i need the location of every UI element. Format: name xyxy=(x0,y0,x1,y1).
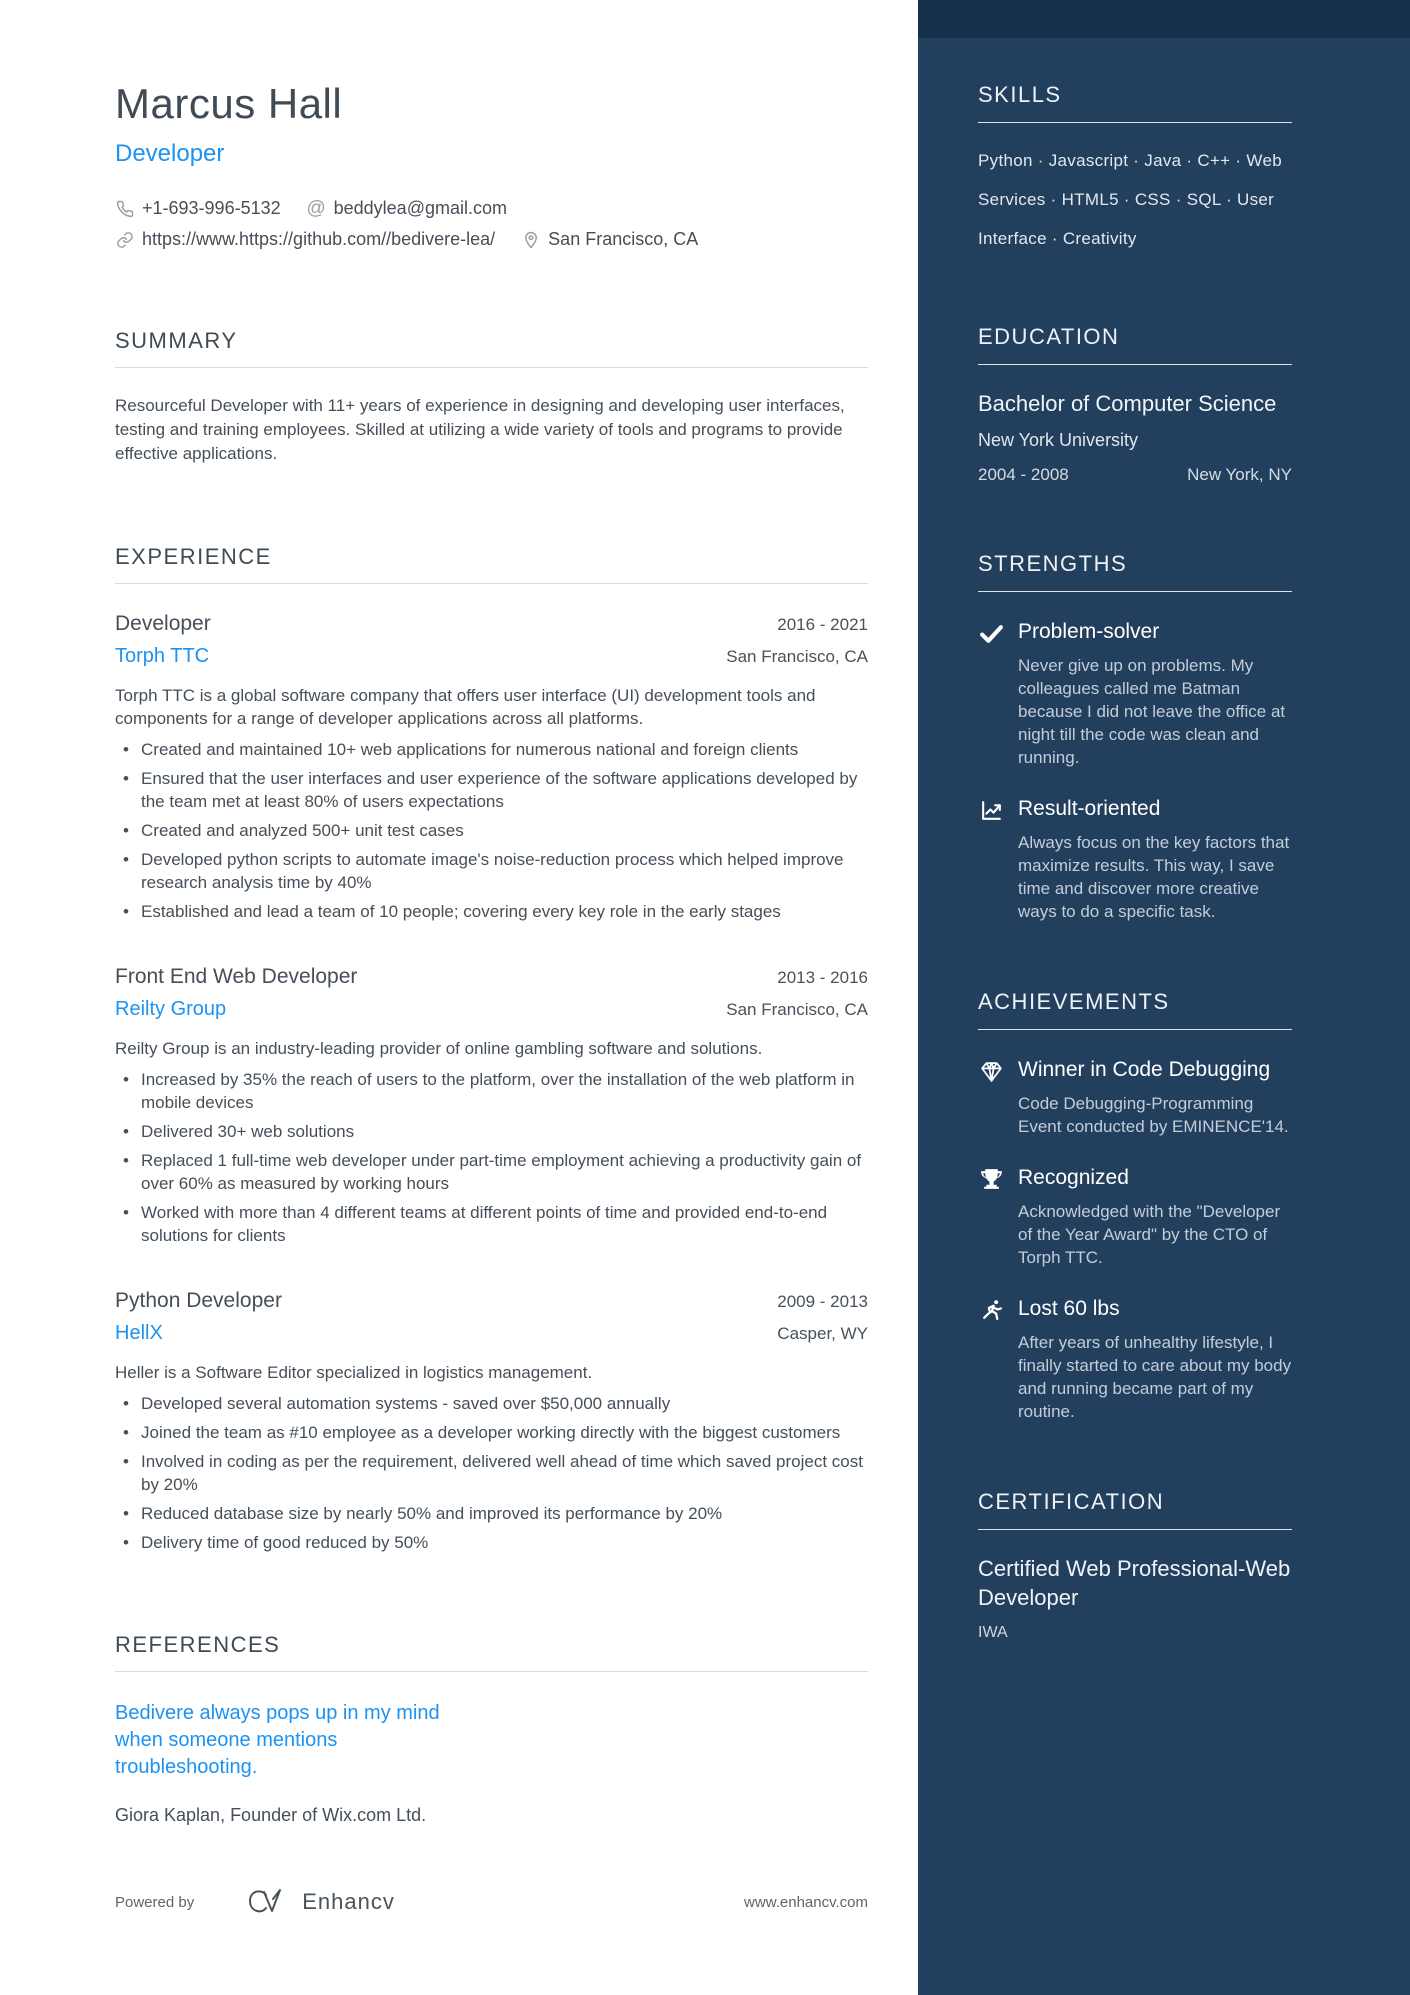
phone-icon xyxy=(115,199,134,218)
job-location: Casper, WY xyxy=(777,1324,868,1343)
contact-info xyxy=(115,198,868,250)
sidebar-item-text: Always focus on the key factors that maximize results. This way, I save time and discover more creative ways to do a specific task. xyxy=(1018,833,1290,921)
powered-by-label: Powered by xyxy=(115,1893,195,1911)
trophy-icon xyxy=(978,1166,1004,1192)
email-address[interactable]: beddylea@gmail.com xyxy=(333,198,507,218)
gem-icon xyxy=(978,1058,1004,1084)
job-bullet: • Increased by 35% the reach of users to the platform, over the installation of the web platform in mobile devices xyxy=(141,1068,868,1114)
location-text: San Francisco, CA xyxy=(548,229,699,249)
certification-heading: CERTIFICATION xyxy=(978,1489,1292,1530)
certification-section xyxy=(978,1489,1292,1642)
sidebar-item-text: Code Debugging-Programming Event conducted by EMINENCE'14. xyxy=(1018,1094,1289,1136)
reference-attribution: Giora Kaplan, Founder of Wix.com Ltd. xyxy=(115,1805,427,1825)
job-entry xyxy=(115,965,868,1247)
job-bullet: • Established and lead a team of 10 people; covering every key role in the early stages xyxy=(141,900,868,923)
job-bullet: • Reduced database size by nearly 50% and improved its performance by 20% xyxy=(141,1502,868,1525)
location-pin-icon xyxy=(521,230,540,249)
strengths-heading: STRENGTHS xyxy=(978,551,1292,592)
job-entry xyxy=(115,1289,868,1554)
job-bullet: • Delivered 30+ web solutions xyxy=(141,1120,868,1143)
job-bullet: • Joined the team as #10 employee as a developer working directly with the biggest customers xyxy=(141,1421,868,1444)
job-dates: 2013 - 2016 xyxy=(777,968,868,987)
job-entry xyxy=(115,612,868,923)
education-location: New York, NY xyxy=(1187,465,1292,484)
summary-section xyxy=(115,328,868,466)
enhancv-wordmark[interactable]: Enhancv xyxy=(302,1889,395,1914)
enhancv-logo-icon[interactable] xyxy=(246,1887,290,1917)
job-company: Reilty Group xyxy=(115,998,227,1020)
job-description: Heller is a Software Editor specialized in logistics management. xyxy=(115,1363,593,1382)
job-bullet: • Ensured that the user interfaces and user experience of the software applications developed by the team met at least 80% of users expectations xyxy=(141,767,868,813)
job-location: San Francisco, CA xyxy=(726,647,868,666)
job-bullet: • Created and maintained 10+ web applications for numerous national and foreign clients xyxy=(141,738,868,761)
link-icon xyxy=(115,230,134,249)
strengths-section xyxy=(978,551,1292,923)
sidebar-item-text: Never give up on problems. My colleagues called me Batman because I did not leave the office at night till the code was clean and running. xyxy=(1018,656,1286,767)
experience-heading: EXPERIENCE xyxy=(115,544,868,584)
sidebar-item xyxy=(978,1164,1292,1269)
strengths-list xyxy=(978,618,1292,923)
certification-title: Certified Web Professional-Web Developer xyxy=(978,1556,1291,1610)
job-bullet: • Developed python scripts to automate image's noise-reduction process which helped improve research analysis time by 40% xyxy=(141,848,868,894)
trend-up-icon xyxy=(978,797,1004,823)
summary-heading: SUMMARY xyxy=(115,328,868,368)
job-bullet: • Developed several automation systems - saved over $50,000 annually xyxy=(141,1392,868,1415)
sidebar-item-text: After years of unhealthy lifestyle, I finally started to care about my body and running became part of my routine. xyxy=(1018,1333,1292,1421)
skills-section xyxy=(978,82,1292,258)
job-bullet: • Replaced 1 full-time web developer under part-time employment achieving a productivity gain of over 60% as measured by working hours xyxy=(141,1149,868,1195)
education-meta xyxy=(978,465,1292,485)
job-description: Reilty Group is an industry-leading provider of online gambling software and solutions. xyxy=(115,1039,763,1058)
references-heading: REFERENCES xyxy=(115,1632,868,1672)
job-bullet: • Delivery time of good reduced by 50% xyxy=(141,1531,868,1554)
job-company: HellX xyxy=(115,1322,163,1344)
experience-section xyxy=(115,544,868,1554)
education-degree: Bachelor of Computer Science xyxy=(978,391,1277,416)
job-bullets xyxy=(115,738,868,923)
job-description: Torph TTC is a global software company that offers user interface (UI) development tools and components for a range of developer applications across all platforms. xyxy=(115,686,816,728)
sidebar-item-title: Recognized xyxy=(1018,1166,1129,1189)
sidebar-item-title: Result-oriented xyxy=(1018,797,1161,820)
sidebar-item xyxy=(978,1056,1292,1138)
reference-quote: Bedivere always pops up in my mind when someone mentions troubleshooting. xyxy=(115,1702,440,1778)
check-icon xyxy=(978,620,1004,646)
job-dates: 2009 - 2013 xyxy=(777,1292,868,1311)
job-bullet: • Worked with more than 4 different teams at different points of time and provided end-to-end solutions for clients xyxy=(141,1201,868,1247)
phone-number[interactable]: +1-693-996-5132 xyxy=(142,198,281,218)
website-link[interactable]: https://www.https://github.com//bedivere-lea/ xyxy=(142,229,496,249)
sidebar-item-title: Winner in Code Debugging xyxy=(1018,1058,1271,1081)
sidebar-item xyxy=(978,618,1292,769)
enhancv-url[interactable]: www.enhancv.com xyxy=(744,1893,868,1911)
achievements-section xyxy=(978,989,1292,1423)
education-section xyxy=(978,324,1292,485)
sidebar-item-text: Acknowledged with the "Developer of the Year Award" by the CTO of Torph TTC. xyxy=(1018,1202,1281,1267)
skills-text: Python · Javascript · Java · C++ · Web Services · HTML5 · CSS · SQL · User Interface · Creativity xyxy=(978,151,1282,248)
sidebar-top-strip xyxy=(918,0,1410,38)
sidebar-item xyxy=(978,795,1292,923)
job-title: Developer xyxy=(115,612,211,635)
job-dates: 2016 - 2021 xyxy=(777,615,868,634)
education-dates: 2004 - 2008 xyxy=(978,465,1069,484)
achievements-heading: ACHIEVEMENTS xyxy=(978,989,1292,1030)
candidate-job-title: Developer xyxy=(115,140,225,167)
education-school: New York University xyxy=(978,430,1139,450)
achievements-list xyxy=(978,1056,1292,1423)
job-bullets xyxy=(115,1068,868,1247)
candidate-name: Marcus Hall xyxy=(115,80,343,127)
sidebar-item-title: Problem-solver xyxy=(1018,620,1160,643)
job-bullet: • Involved in coding as per the requirement, delivered well ahead of time which saved project cost by 20% xyxy=(141,1450,868,1496)
email-icon: @ xyxy=(306,197,326,219)
sidebar xyxy=(918,0,1410,1995)
contact-row-1 xyxy=(115,198,868,219)
sidebar-item xyxy=(978,1295,1292,1423)
job-location: San Francisco, CA xyxy=(726,1000,868,1019)
runner-icon xyxy=(978,1297,1004,1323)
contact-row-2 xyxy=(115,229,868,250)
job-company: Torph TTC xyxy=(115,645,210,667)
resume-header xyxy=(115,80,868,250)
job-title: Python Developer xyxy=(115,1289,282,1312)
job-bullet: • Created and analyzed 500+ unit test cases xyxy=(141,819,868,842)
job-title: Front End Web Developer xyxy=(115,965,358,988)
summary-text: Resourceful Developer with 11+ years of experience in designing and developing user interfaces, testing and training employees. Skilled at utilizing a wide variety of tools and programs to provide effective applications. xyxy=(115,396,845,463)
job-bullets xyxy=(115,1392,868,1554)
references-section xyxy=(115,1632,868,1827)
certification-issuer: IWA xyxy=(978,1624,1008,1641)
sidebar-item-title: Lost 60 lbs xyxy=(1018,1297,1120,1320)
job-list xyxy=(115,612,868,1554)
skills-heading: SKILLS xyxy=(978,82,1292,123)
footer xyxy=(115,1887,868,1917)
education-heading: EDUCATION xyxy=(978,324,1292,365)
